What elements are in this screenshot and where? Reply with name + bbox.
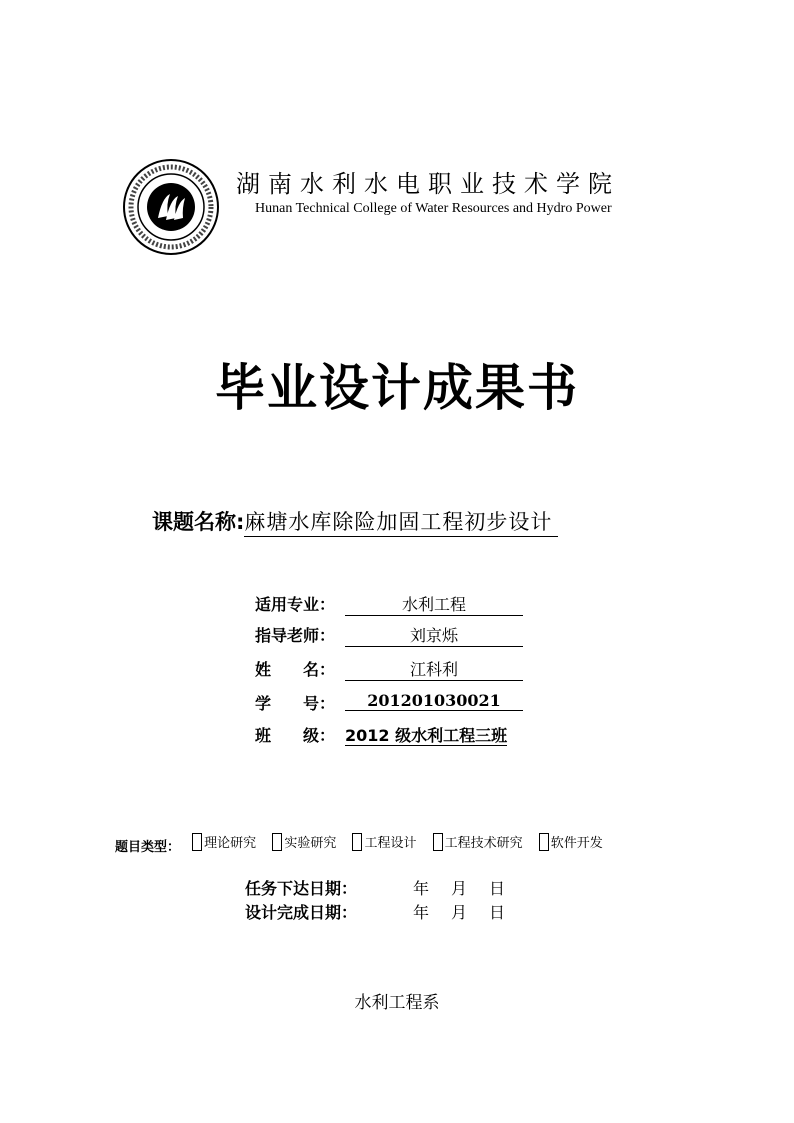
month-label: 月 [451,903,468,922]
school-logo [122,158,220,256]
class-row [255,719,545,747]
option-label: 工程设计 [364,836,417,851]
topic-type-option-theory[interactable] [192,832,256,851]
checkbox[interactable] [352,833,362,851]
topic-value: 麻塘水库除险加固工程初步设计 [244,506,558,537]
major-label: 适用专业： [255,595,336,614]
checkbox[interactable] [539,833,549,851]
name-value: 江科利 [345,657,523,681]
name-label: 姓 名： [255,660,336,679]
advisor-row [255,619,545,647]
year-label: 年 [413,903,430,922]
name-row [255,653,545,681]
topic-type-label: 题目类型： [115,839,181,855]
topic-type-option-experiment[interactable] [272,832,336,851]
year-label: 年 [413,879,430,898]
topic-line [152,506,558,537]
class-label: 班 级： [255,726,336,745]
complete-date-label: 设计完成日期： [245,903,358,922]
major-row [255,588,545,616]
option-label: 工程技术研究 [444,836,523,851]
school-name-en: Hunan Technical College of Water Resources and Hydro Power [255,201,612,216]
day-label: 日 [489,879,506,898]
department-name: 水利工程系 [354,993,440,1013]
option-label: 软件开发 [550,836,603,851]
school-name-cn: 湖南水利水电职业技术学院 [236,170,620,198]
month-label: 月 [451,879,468,898]
topic-type-option-software[interactable] [539,832,603,851]
class-value-text: 2012 级水利工程三班 [345,726,508,745]
class-value [345,723,507,746]
document-title: 毕业设计成果书 [215,359,579,417]
student-id-value: 201201030021 [345,691,523,711]
checkbox[interactable] [192,833,202,851]
topic-type-row [115,832,615,855]
checkbox[interactable] [433,833,443,851]
student-id-label: 学 号： [255,694,336,713]
school-seal-logo-icon [122,158,220,256]
complete-date-row [245,900,527,923]
option-label: 理论研究 [204,836,257,851]
advisor-value: 刘京烁 [345,623,523,647]
option-label: 实验研究 [284,836,337,851]
major-value: 水利工程 [345,592,523,616]
assign-date-row [245,876,527,899]
advisor-label: 指导老师： [255,626,336,645]
day-label: 日 [489,903,506,922]
topic-type-option-engineering-design[interactable] [352,832,416,851]
assign-date-label: 任务下达日期： [245,879,358,898]
topic-type-option-engineering-tech[interactable] [433,832,523,851]
checkbox[interactable] [272,833,282,851]
student-id-row [255,687,545,715]
topic-label: 课题名称: [152,510,245,534]
